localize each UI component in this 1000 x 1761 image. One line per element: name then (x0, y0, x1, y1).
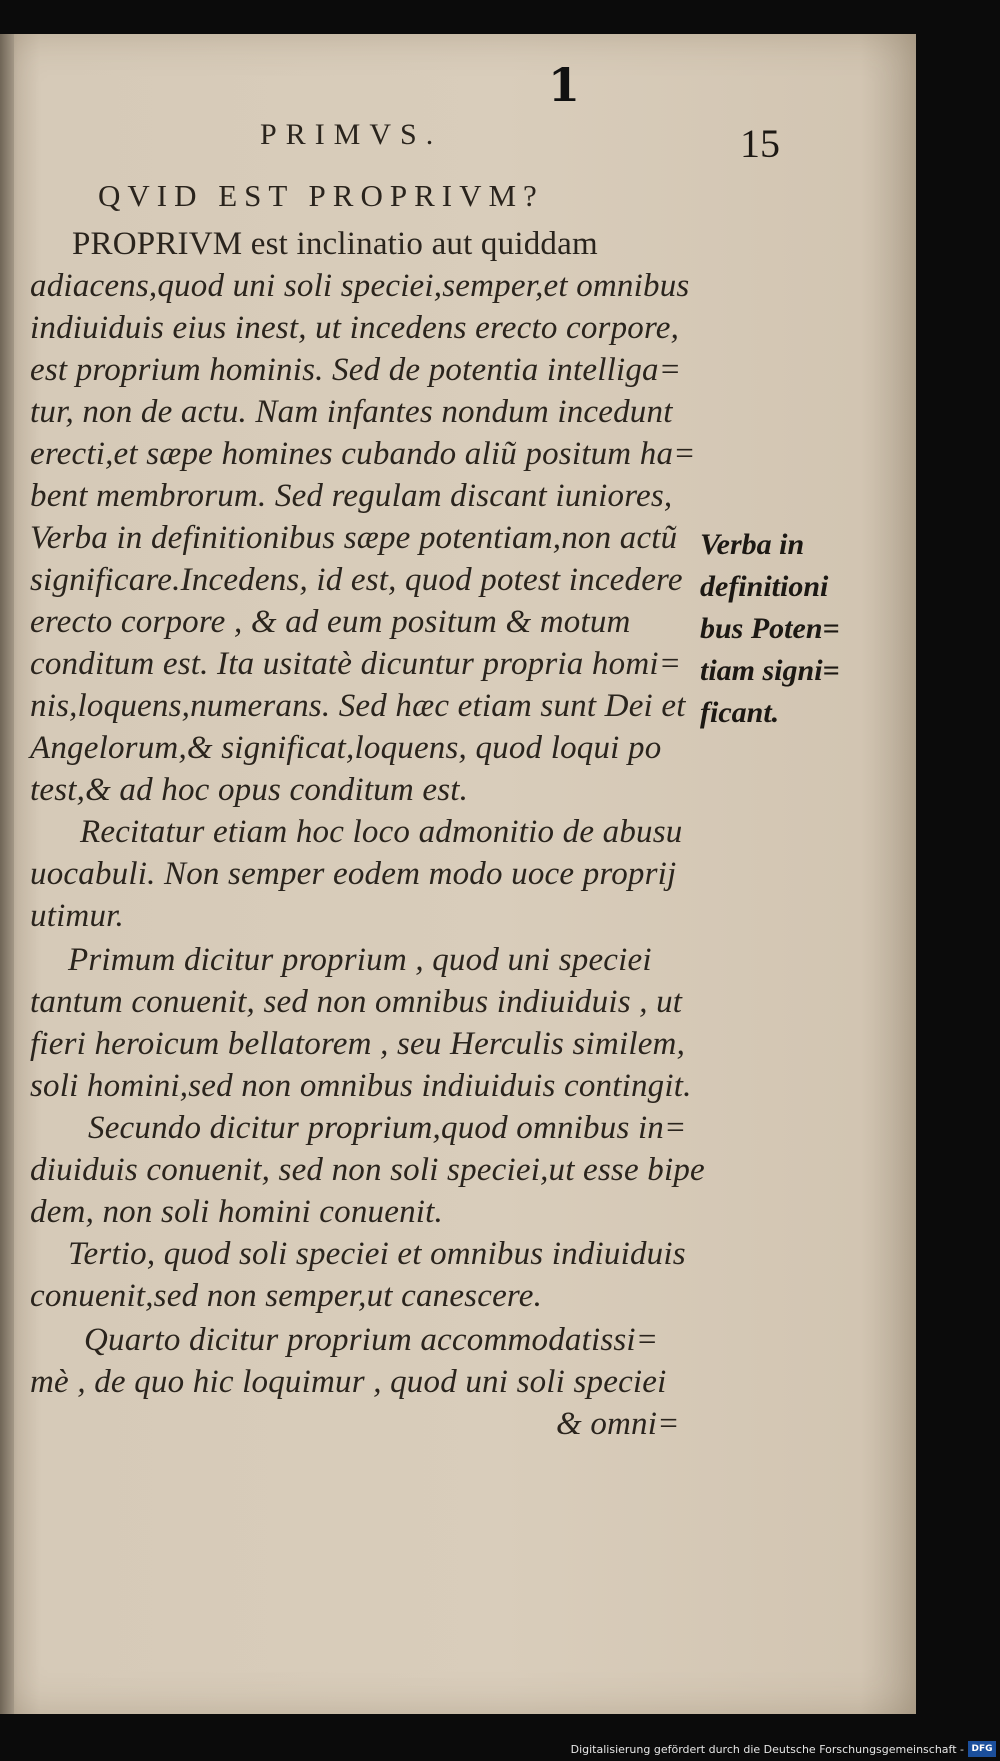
body-line: PROPRIVM est inclinatio aut quiddam (72, 226, 598, 262)
body-line: indiuiduis eius inest, ut incedens erecto corpore, (30, 310, 680, 346)
question-heading: QVID EST PROPRIVM? (98, 178, 544, 213)
body-line: conuenit,sed non semper,ut canescere. (30, 1278, 543, 1314)
page-gutter (0, 34, 14, 1714)
margin-note-line: definitioni (700, 570, 829, 603)
body-line: fieri heroicum bellatorem , seu Herculis similem, (30, 1026, 686, 1062)
body-line: tantum conuenit, sed non omnibus indiuiduis , ut (30, 984, 683, 1020)
body-line: bent membrorum. Sed regulam discant iuniores, (30, 478, 673, 514)
margin-note-line: bus Poten= (700, 612, 840, 645)
body-line: erecti,et sæpe homines cubando aliũ positum ha= (30, 436, 696, 472)
handwritten-folio-mark: 1 (548, 58, 581, 112)
body-line: dem, non soli homini conuenit. (30, 1194, 443, 1230)
body-line: diuiduis conuenit, sed non soli speciei,ut esse bipe (30, 1152, 705, 1188)
running-head: PRIMVS. (260, 118, 443, 151)
dfg-logo: DFG (968, 1741, 996, 1757)
body-line: soli homini,sed non omnibus indiuiduis contingit. (30, 1068, 692, 1104)
body-line: significare.Incedens, id est, quod potest incedere (30, 562, 683, 598)
body-line: Primum dicitur proprium , quod uni speciei (68, 942, 652, 978)
body-line: uocabuli. Non semper eodem modo uoce proprij (30, 856, 677, 892)
body-line: est proprium hominis. Sed de potentia intelliga= (30, 352, 682, 388)
body-line: Quarto dicitur proprium accommodatissi= (84, 1322, 659, 1358)
margin-note-line: tiam signi= (700, 654, 840, 687)
margin-note-line: Verba in (700, 528, 805, 561)
body-line: utimur. (30, 898, 125, 934)
body-line: tur, non de actu. Nam infantes nondum incedunt (30, 394, 673, 430)
body-line: Verba in definitionibus sæpe potentiam,non actũ (30, 520, 678, 556)
body-line: test,& ad hoc opus conditum est. (30, 772, 469, 808)
body-line: mè , de quo hic loquimur , quod uni soli speciei (30, 1364, 667, 1400)
digitization-credit: Digitalisierung gefördert durch die Deutsche Forschungsgemeinschaft - (570, 1743, 964, 1756)
body-line: Recitatur etiam hoc loco admonitio de abusu (80, 814, 683, 850)
body-line: adiacens,quod uni soli speciei,semper,et omnibus (30, 268, 690, 304)
body-line: nis,loquens,numerans. Sed hæc etiam sunt Dei et (30, 688, 686, 724)
catchword: & omni= (556, 1406, 680, 1442)
body-line: Secundo dicitur proprium,quod omnibus in= (88, 1110, 687, 1146)
body-line: Angelorum,& significat,loquens, quod loqui po (30, 730, 662, 766)
body-line: Tertio, quod soli speciei et omnibus indiuiduis (68, 1236, 686, 1272)
body-line: conditum est. Ita usitatè dicuntur propria homi= (30, 646, 682, 682)
margin-note-line: ficant. (700, 696, 780, 729)
page-number: 15 (740, 121, 780, 166)
body-line: erecto corpore , & ad eum positum & motum (30, 604, 631, 640)
